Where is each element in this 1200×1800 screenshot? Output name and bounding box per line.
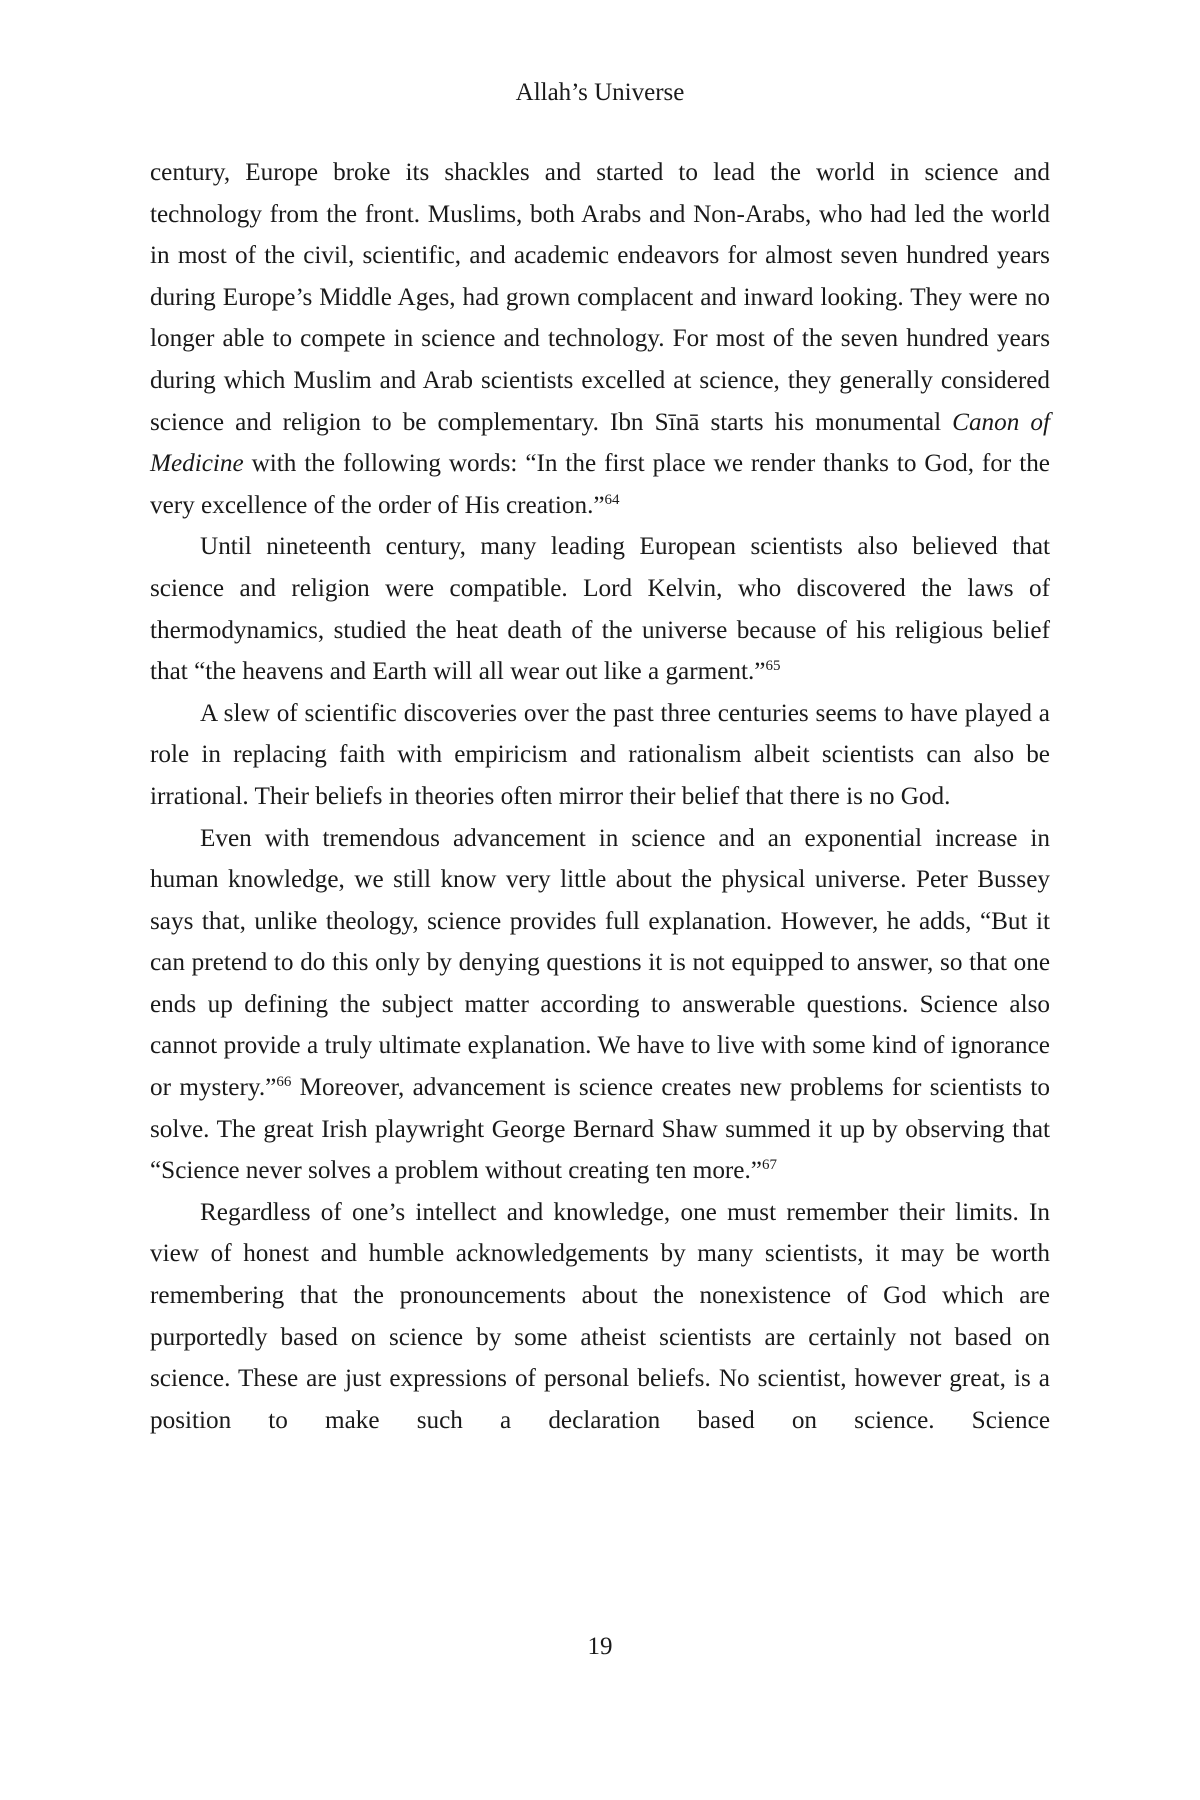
paragraph-text: A slew of scientific discoveries over the past three centuries seems to have played a role in replacing faith with empiricism and rationalism albeit scientists can also be irrational. Their beliefs in theories often mirror their belief that there is no God.	[150, 699, 1050, 810]
paragraph-4	[150, 818, 1050, 1192]
footnote-marker: 66	[276, 1074, 292, 1091]
paragraph-1	[150, 152, 1050, 526]
paragraph-text: Regardless of one’s intellect and knowledge, one must remember their limits. In view of honest and humble acknowledgements by many scientists, it may be worth remembering that the pronouncements about the nonexistence of God which are purportedly based on science by some atheist scientists are certainly not based on science. These are just expressions of personal beliefs. No scientist, however great, is a position to make such a declaration based on science. Science	[150, 1198, 1050, 1434]
body-text	[150, 152, 1050, 1441]
page-number: 19	[587, 1633, 613, 1660]
paragraph-text: century, Europe broke its shackles and started to lead the world in science and technology from the front. Muslims, both Arabs and Non-Arabs, who had led the world in most of the civil, scientific, and academic endeavors for almost seven hundred years during Europe’s Middle Ages, had grown complacent and inward looking. They were no longer able to compete in science and technology. For most of the seven hundred years during which Muslim and Arab scientists excelled at science, they generally considered science and religion to be complementary. Ibn Sīnā starts his monumental	[150, 159, 1050, 436]
paragraph-3	[150, 693, 1050, 818]
footnote-marker: 65	[765, 658, 781, 675]
running-header: Allah’s Universe	[515, 79, 685, 106]
footnote-marker: 64	[604, 491, 620, 508]
paragraph-text: Until nineteenth century, many leading European scientists also believed that science and religion were compatible. Lord Kelvin, who discovered the laws of thermodynamics, studied the heat death of the universe because of his religious belief that “the heavens and Earth will all wear out like a garment.”	[150, 533, 1050, 686]
paragraph-text: Moreover, advancement is science creates new problems for scientists to solve. The great Irish playwright George Bernard Shaw summed it up by observing that “Science never solves a problem without creating ten more.”	[150, 1074, 1050, 1185]
book-title: Canon of Medicine	[150, 408, 1050, 478]
paragraph-text: Even with tremendous advancement in science and an exponential increase in human knowledge, we still know very little about the physical universe. Peter Bussey says that, unlike theology, science provides full explanation. However, he adds, “But it can pretend to do this only by denying questions it is not equipped to answer, so that one ends up defining the subject matter according to answerable questions. Science also cannot provide a truly ultimate explanation. We have to live with some kind of ignorance or mystery.”	[150, 824, 1050, 1102]
paragraph-2	[150, 526, 1050, 692]
paragraph-5	[150, 1192, 1050, 1442]
paragraph-text: with the following words: “In the first place we render thanks to God, for the very excellence of the order of His creation.”	[150, 450, 1050, 519]
footnote-marker: 67	[761, 1157, 777, 1174]
